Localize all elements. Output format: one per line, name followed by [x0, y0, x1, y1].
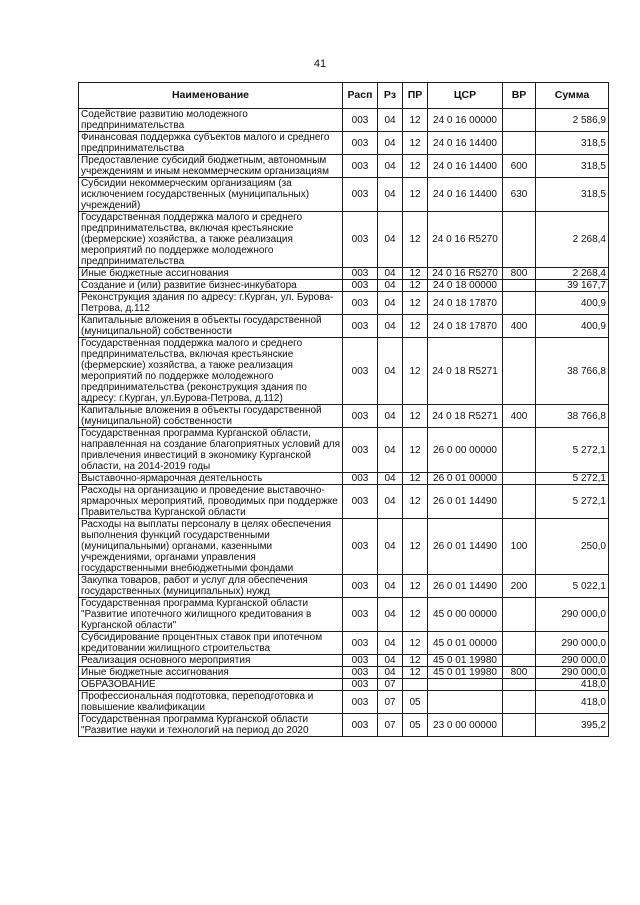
cell-rasp: 003: [343, 428, 378, 473]
cell-rasp: 003: [343, 405, 378, 428]
cell-rz: 04: [378, 292, 403, 315]
cell-rasp: 003: [343, 315, 378, 338]
header-vr: ВР: [503, 83, 536, 109]
cell-sum: 418,0: [536, 691, 609, 714]
table-row: [79, 268, 609, 280]
header-name: Наименование: [79, 83, 343, 109]
cell-name: Содействие развитию молодежного предпринимательства: [79, 109, 343, 132]
cell-vr: [503, 485, 536, 519]
cell-name: Реализация основного мероприятия: [79, 655, 343, 667]
cell-name: Государственная программа Курганской области "Развитие науки и технологий на период до 2020: [79, 714, 343, 737]
cell-rz: 07: [378, 679, 403, 691]
cell-rasp: 003: [343, 655, 378, 667]
cell-pr: 12: [403, 632, 428, 655]
table-row: [79, 667, 609, 679]
cell-csr: 26 0 00 00000: [428, 428, 503, 473]
cell-csr: [428, 691, 503, 714]
cell-rasp: 003: [343, 691, 378, 714]
cell-vr: [503, 292, 536, 315]
cell-rz: 04: [378, 405, 403, 428]
cell-pr: 12: [403, 655, 428, 667]
cell-name: Капитальные вложения в объекты государственной (муниципальной) собственности: [79, 405, 343, 428]
cell-csr: 45 0 01 19980: [428, 655, 503, 667]
cell-vr: [503, 632, 536, 655]
table-row: [79, 519, 609, 575]
header-rz: Рз: [378, 83, 403, 109]
cell-rz: 04: [378, 598, 403, 632]
table-row: [79, 575, 609, 598]
cell-name: Государственная поддержка малого и среднего предпринимательства, включая крестьянские (фермерские) хозяйства, а также реализация мероприятий по поддержке молодежного предпринимательства (реконструкция здания по адресу: г.Курган, ул.Бурова-Петрова, д.112): [79, 338, 343, 405]
cell-pr: 12: [403, 132, 428, 155]
cell-csr: 45 0 01 19980: [428, 667, 503, 679]
table-row: [79, 691, 609, 714]
cell-rasp: 003: [343, 178, 378, 212]
cell-rasp: 003: [343, 485, 378, 519]
cell-sum: 290 000,0: [536, 598, 609, 632]
cell-sum: 39 167,7: [536, 280, 609, 292]
cell-rz: 04: [378, 667, 403, 679]
cell-rasp: 003: [343, 679, 378, 691]
cell-name: Создание и (или) развитие бизнес-инкубатора: [79, 280, 343, 292]
cell-vr: 400: [503, 405, 536, 428]
table-body: [79, 109, 609, 737]
cell-name: Финансовая поддержка субъектов малого и среднего предпринимательства: [79, 132, 343, 155]
cell-rasp: 003: [343, 473, 378, 485]
table-row: [79, 315, 609, 338]
cell-csr: 26 0 01 00000: [428, 473, 503, 485]
cell-rz: 04: [378, 132, 403, 155]
cell-pr: 12: [403, 598, 428, 632]
header-rasp: Расп: [343, 83, 378, 109]
cell-rasp: 003: [343, 575, 378, 598]
cell-pr: 12: [403, 292, 428, 315]
cell-csr: 24 0 18 17870: [428, 315, 503, 338]
cell-rz: 04: [378, 178, 403, 212]
budget-table: [78, 82, 609, 737]
cell-rz: 04: [378, 280, 403, 292]
cell-rz: 04: [378, 519, 403, 575]
cell-sum: 290 000,0: [536, 667, 609, 679]
cell-rz: 04: [378, 109, 403, 132]
cell-pr: 12: [403, 485, 428, 519]
cell-csr: 26 0 01 14490: [428, 575, 503, 598]
cell-rz: 04: [378, 212, 403, 268]
cell-rz: 04: [378, 268, 403, 280]
cell-rasp: 003: [343, 132, 378, 155]
cell-pr: 12: [403, 338, 428, 405]
cell-rasp: 003: [343, 338, 378, 405]
table-row: [79, 679, 609, 691]
cell-sum: 5 022,1: [536, 575, 609, 598]
cell-sum: 400,9: [536, 315, 609, 338]
cell-csr: 45 0 01 00000: [428, 632, 503, 655]
cell-rz: 07: [378, 691, 403, 714]
cell-name: Расходы на выплаты персоналу в целях обеспечения выполнения функций государственными (муниципальными) органами, казенными учреждениями, органами управления государственными внебюджетными фондами: [79, 519, 343, 575]
cell-rasp: 003: [343, 212, 378, 268]
cell-sum: 2 586,9: [536, 109, 609, 132]
cell-pr: 05: [403, 714, 428, 737]
cell-sum: 5 272,1: [536, 485, 609, 519]
cell-csr: 24 0 16 00000: [428, 109, 503, 132]
cell-name: Выставочно-ярмарочная деятельность: [79, 473, 343, 485]
cell-name: Капитальные вложения в объекты государственной (муниципальной) собственности: [79, 315, 343, 338]
cell-vr: 200: [503, 575, 536, 598]
table-row: [79, 338, 609, 405]
cell-vr: [503, 714, 536, 737]
cell-pr: 12: [403, 519, 428, 575]
cell-sum: 318,5: [536, 132, 609, 155]
cell-rz: 04: [378, 315, 403, 338]
cell-name: Иные бюджетные ассигнования: [79, 268, 343, 280]
cell-vr: 400: [503, 315, 536, 338]
table-row: [79, 655, 609, 667]
table-row: [79, 280, 609, 292]
header-pr: ПР: [403, 83, 428, 109]
cell-sum: 318,5: [536, 178, 609, 212]
table-row: [79, 632, 609, 655]
cell-vr: [503, 679, 536, 691]
cell-pr: 12: [403, 667, 428, 679]
cell-sum: 418,0: [536, 679, 609, 691]
table-row: [79, 714, 609, 737]
cell-name: ОБРАЗОВАНИЕ: [79, 679, 343, 691]
cell-rz: 04: [378, 485, 403, 519]
cell-vr: [503, 691, 536, 714]
cell-pr: 12: [403, 178, 428, 212]
cell-csr: 26 0 01 14490: [428, 485, 503, 519]
cell-pr: 12: [403, 428, 428, 473]
cell-rz: 04: [378, 632, 403, 655]
cell-csr: 24 0 16 R5270: [428, 268, 503, 280]
cell-name: Государственная программа Курганской области, направленная на создание благоприятных условий для привлечения инвестиций в экономику Курганской области, на 2014-2019 годы: [79, 428, 343, 473]
cell-csr: [428, 679, 503, 691]
cell-rasp: 003: [343, 292, 378, 315]
cell-rasp: 003: [343, 667, 378, 679]
cell-rz: 04: [378, 428, 403, 473]
cell-pr: 05: [403, 691, 428, 714]
cell-sum: 318,5: [536, 155, 609, 178]
cell-sum: 5 272,1: [536, 473, 609, 485]
cell-pr: 12: [403, 109, 428, 132]
cell-name: Субсидии некоммерческим организациям (за исключением государственных (муниципальных) учреждений): [79, 178, 343, 212]
cell-vr: [503, 473, 536, 485]
cell-name: Предоставление субсидий бюджетным, автономным учреждениям и иным некоммерческим организациям: [79, 155, 343, 178]
cell-name: Иные бюджетные ассигнования: [79, 667, 343, 679]
table-row: [79, 405, 609, 428]
cell-csr: 24 0 16 14400: [428, 132, 503, 155]
table-header-row: [79, 83, 609, 109]
table-row: [79, 178, 609, 212]
cell-vr: 600: [503, 155, 536, 178]
cell-rz: 04: [378, 655, 403, 667]
cell-csr: 45 0 00 00000: [428, 598, 503, 632]
cell-vr: [503, 212, 536, 268]
cell-vr: [503, 338, 536, 405]
cell-sum: 5 272,1: [536, 428, 609, 473]
cell-pr: 12: [403, 405, 428, 428]
cell-csr: 24 0 18 17870: [428, 292, 503, 315]
header-csr: ЦСР: [428, 83, 503, 109]
cell-csr: 24 0 18 00000: [428, 280, 503, 292]
cell-name: Расходы на организацию и проведение выставочно-ярмарочных мероприятий, проводимых при поддержке Правительства Курганской области: [79, 485, 343, 519]
header-sum: Сумма: [536, 83, 609, 109]
cell-sum: 250,0: [536, 519, 609, 575]
cell-vr: [503, 109, 536, 132]
cell-sum: 2 268,4: [536, 268, 609, 280]
cell-pr: 12: [403, 212, 428, 268]
cell-rasp: 003: [343, 268, 378, 280]
cell-pr: 12: [403, 155, 428, 178]
cell-sum: 290 000,0: [536, 632, 609, 655]
cell-sum: 2 268,4: [536, 212, 609, 268]
cell-csr: 24 0 16 14400: [428, 155, 503, 178]
cell-csr: 26 0 01 14490: [428, 519, 503, 575]
cell-csr: 24 0 16 14400: [428, 178, 503, 212]
cell-vr: 630: [503, 178, 536, 212]
table-row: [79, 485, 609, 519]
cell-rasp: 003: [343, 632, 378, 655]
cell-rasp: 003: [343, 714, 378, 737]
cell-sum: 38 766,8: [536, 338, 609, 405]
cell-vr: 800: [503, 667, 536, 679]
table-row: [79, 132, 609, 155]
cell-pr: 12: [403, 280, 428, 292]
cell-pr: 12: [403, 268, 428, 280]
cell-sum: 395,2: [536, 714, 609, 737]
cell-rz: 04: [378, 575, 403, 598]
cell-vr: 800: [503, 268, 536, 280]
cell-csr: 23 0 00 00000: [428, 714, 503, 737]
cell-vr: [503, 428, 536, 473]
cell-rasp: 003: [343, 109, 378, 132]
cell-rasp: 003: [343, 519, 378, 575]
cell-csr: 24 0 18 R5271: [428, 405, 503, 428]
cell-name: Субсидирование процентных ставок при ипотечном кредитовании жилищного строительства: [79, 632, 343, 655]
cell-name: Реконструкция здания по адресу: г.Курган, ул. Бурова-Петрова, д.112: [79, 292, 343, 315]
cell-rz: 04: [378, 473, 403, 485]
cell-vr: [503, 598, 536, 632]
cell-vr: [503, 132, 536, 155]
cell-rasp: 003: [343, 155, 378, 178]
table-row: [79, 155, 609, 178]
table-row: [79, 292, 609, 315]
cell-csr: 24 0 18 R5271: [428, 338, 503, 405]
cell-csr: 24 0 16 R5270: [428, 212, 503, 268]
cell-sum: 290 000,0: [536, 655, 609, 667]
cell-pr: [403, 679, 428, 691]
cell-rz: 04: [378, 338, 403, 405]
page-number: 41: [313, 58, 327, 70]
cell-vr: 100: [503, 519, 536, 575]
cell-name: Профессиональная подготовка, переподготовка и повышение квалификации: [79, 691, 343, 714]
cell-rasp: 003: [343, 280, 378, 292]
table-row: [79, 212, 609, 268]
table-row: [79, 428, 609, 473]
cell-name: Государственная поддержка малого и среднего предпринимательства, включая крестьянские (фермерские) хозяйства, а также реализация мероприятий по поддержке молодежного предпринимательства: [79, 212, 343, 268]
cell-rz: 04: [378, 155, 403, 178]
cell-vr: [503, 280, 536, 292]
cell-name: Закупка товаров, работ и услуг для обеспечения государственных (муниципальных) нужд: [79, 575, 343, 598]
cell-sum: 400,9: [536, 292, 609, 315]
table-row: [79, 598, 609, 632]
cell-vr: [503, 655, 536, 667]
table-row: [79, 109, 609, 132]
cell-pr: 12: [403, 315, 428, 338]
cell-pr: 12: [403, 473, 428, 485]
cell-name: Государственная программа Курганской области "Развитие ипотечного жилищного кредитования в Курганской области": [79, 598, 343, 632]
table-row: [79, 473, 609, 485]
cell-rasp: 003: [343, 598, 378, 632]
cell-pr: 12: [403, 575, 428, 598]
cell-rz: 07: [378, 714, 403, 737]
cell-sum: 38 766,8: [536, 405, 609, 428]
